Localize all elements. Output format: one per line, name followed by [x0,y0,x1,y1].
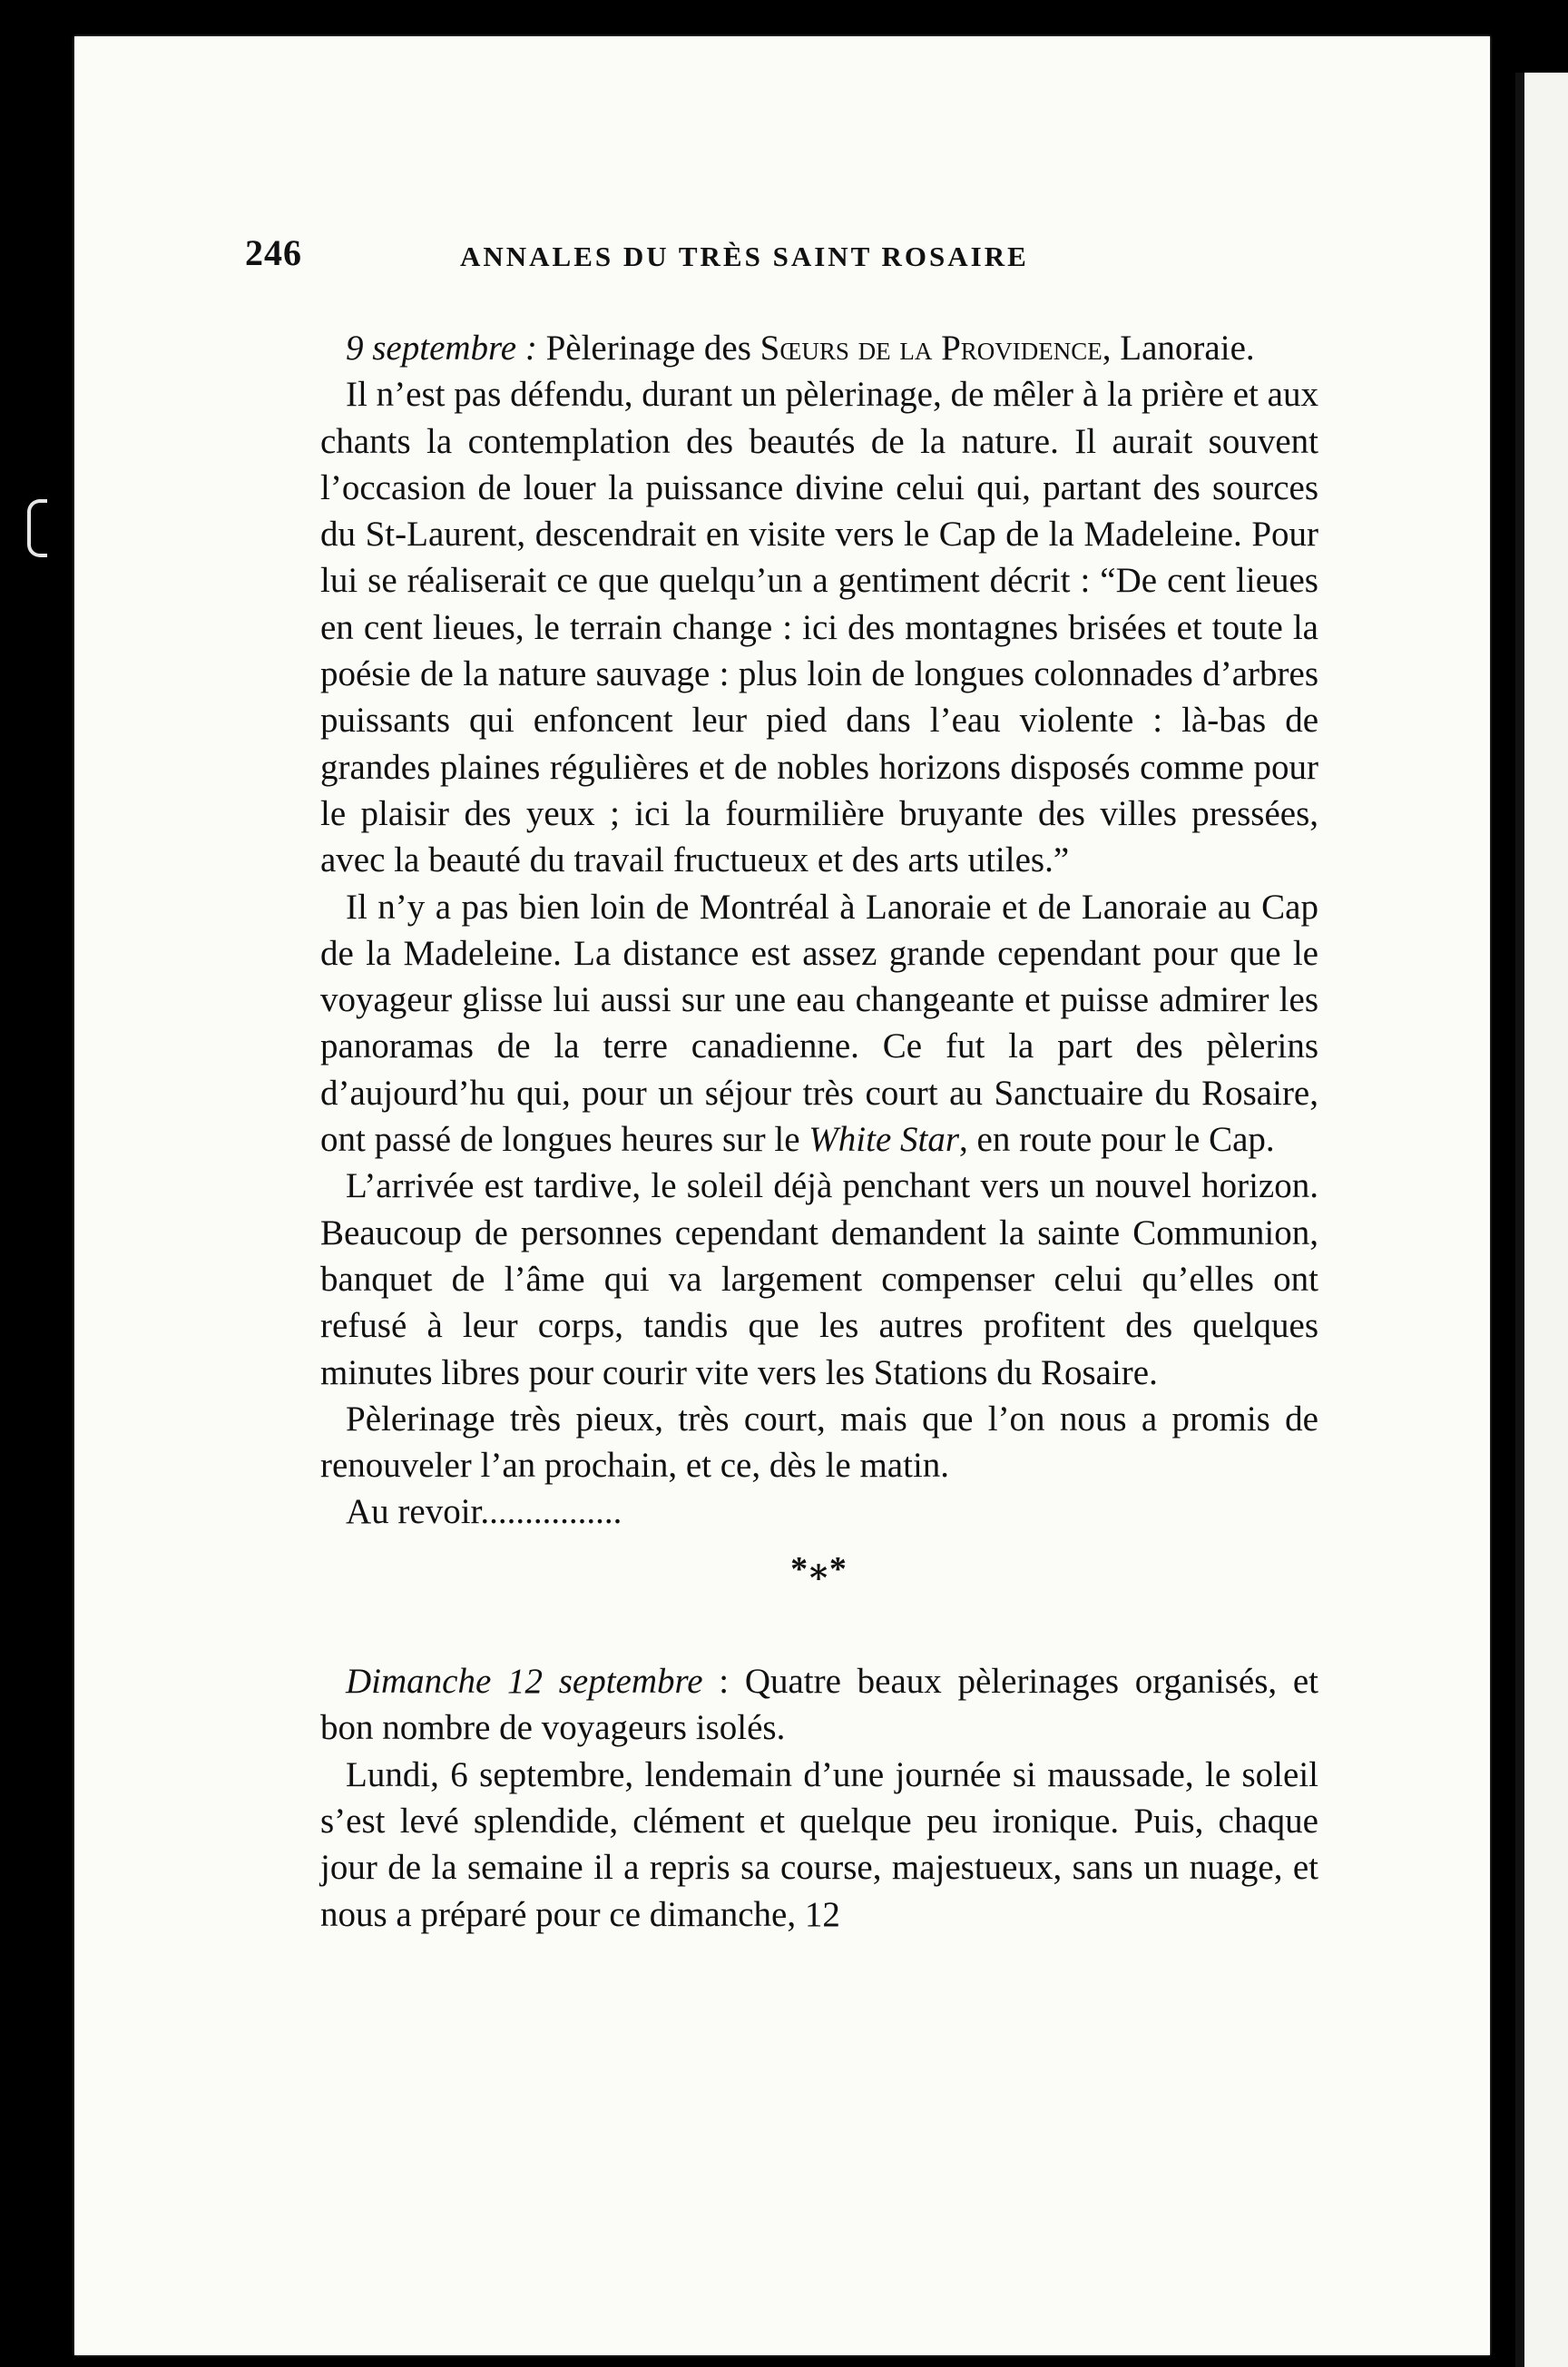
entry-9-septembre [320,325,1318,371]
paragraph-7-rest: : Quatre beaux pèlerinages organisés, et bon nombre de voyageurs isolés. [320,1662,1318,1748]
paragraph-2: Il n’est pas défendu, durant un pèlerinage, de mêler à la prière et aux chants la contemplation des beautés de la nature. Il aurait souvent l’occasion de louer la puissance divine celui qui, partant des sources du St-Laurent, descendrait en visite vers le Cap de la Madeleine. Pour lui se réaliserait ce que quelqu’un a gentiment décrit : “De cent lieues en cent lieues, le terrain change : ici des montagnes brisées et toute la poésie de la nature sauvage : plus loin de longues colonnades d’arbres puissants qui enfoncent leur pied dans l’eau violente : là-bas de grandes plaines régulières et de nobles horizons disposés comme pour le plaisir des yeux ; ici la fourmilière bruyante des villes pressées, avec la beauté du travail fructueux et des arts utiles.” [320,375,1318,880]
next-page-edge [1515,73,1568,2367]
paragraph-3 [320,884,1318,1164]
paragraph-4: L’arrivée est tardive, le soleil déjà penchant vers un nouvel horizon. Beaucoup de personnes cependant demandent la sainte Communion, banquet de l’âme qui va largement compenser celui qu’elles ont refusé à leur corps, tandis que les autres profitent des quelques minutes libres pour courir vite vers les Stations du Rosaire. [320,1166,1318,1392]
paragraph-7 [320,1658,1318,1752]
margin-mark [27,499,47,557]
ship-name: White Star [808,1120,960,1160]
entry-date: 9 septembre : [346,329,537,368]
entry-text-after: , Lanoraie. [1102,329,1255,368]
entry-organization: Sœurs de la Providence [760,329,1102,368]
running-head: ANNALES DU TRÈS SAINT ROSAIRE [460,241,1029,272]
paragraph-8: Lundi, 6 septembre, lendemain d’une journée si maussade, le soleil s’est levé splendide, clément et quelque peu ironique. Puis, chaque jour de la semaine il a repris sa course, majestueux, sans un nuage, et nous a préparé pour ce dimanche, 12 [320,1754,1318,1934]
page-header [245,231,1307,286]
page-number: 246 [245,232,302,273]
paragraph-6: Au revoir................ [346,1492,622,1532]
paragraph-3-after: , en route pour le Cap. [959,1120,1275,1160]
sunday-date: Dimanche 12 septembre [346,1662,703,1702]
entry-text-before: Pèlerinage des [536,329,760,368]
paragraph-5: Pèlerinage très pieux, très court, mais que l’on nous a promis de renouveler l’an prochain, et ce, dès le matin. [320,1399,1318,1486]
paragraph-3-before: Il n’y a pas bien loin de Montréal à Lanoraie et de Lanoraie au Cap de la Madeleine. La distance est assez grande cependant pour que le voyageur glisse lui aussi sur une eau changeante et puisse admirer les panoramas de la terre canadienne. Ce fut la part des pèlerins d’aujourd’hu qui, pour un séjour très court au Sanctuaire du Rosaire, ont passé de longues heures sur le [320,887,1318,1160]
section-break-asterism: *⁎* [790,1549,848,1588]
body-text [320,325,1318,1938]
